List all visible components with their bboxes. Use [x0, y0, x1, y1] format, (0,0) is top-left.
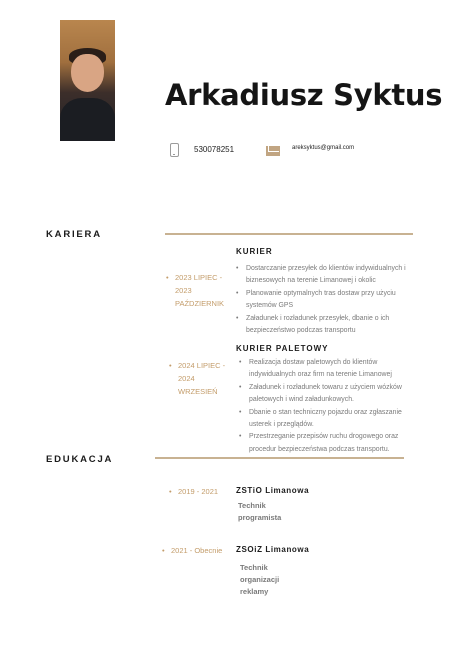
- envelope-icon: [266, 146, 280, 156]
- job-2-duties: [239, 357, 429, 456]
- edu-1-date: • 2019 - 2021: [178, 485, 218, 498]
- job-1-duties: [236, 263, 426, 337]
- career-divider: [165, 233, 413, 235]
- edu-1-school: ZSTiO Limanowa: [236, 486, 310, 495]
- list-item: • Dbanie o stan techniczny pojazdu oraz zgłaszanie usterek i przeglądów.: [239, 407, 429, 432]
- edu-1-degree: Technik programista: [238, 501, 282, 523]
- edu-2-date: • 2021 - Obecnie: [171, 544, 222, 557]
- list-item: • Planowanie optymalnych tras dostaw przy użyciu systemów GPS: [236, 288, 426, 313]
- profile-photo: [60, 20, 115, 141]
- list-item: • Realizacja dostaw paletowych do klientów indywidualnych oraz firm na terenie Limanowej: [239, 357, 429, 382]
- education-divider: [155, 457, 404, 459]
- list-item: • Dostarczanie przesyłek do klientów indywidualnych i biznesowych na terenie Limanowej i okolic: [236, 263, 426, 288]
- job-2-date: • 2024 LIPIEC - 2024 WRZESIEŃ: [178, 359, 225, 398]
- job-1-date: • 2023 LIPIEC - 2023 PAŹDZIERNIK: [175, 271, 224, 310]
- email-address: areksyktus@gmail.com: [292, 145, 355, 151]
- job-1-title: KURIER: [236, 247, 273, 256]
- list-item: • Załadunek i rozładunek przesyłek, dbanie o ich bezpieczeństwo podczas transportu: [236, 313, 426, 338]
- edu-2-degree: Technik organizacji reklamy: [240, 563, 280, 597]
- education-heading: EDUKACJA: [46, 454, 114, 465]
- edu-2-school: ZSOiZ Limanowa: [236, 545, 310, 554]
- phone-icon: [170, 143, 179, 157]
- list-item: • Załadunek i rozładunek towaru z użyciem wózków paletowych i wind załadunkowych.: [239, 382, 429, 407]
- phone-number: 530078251: [194, 145, 235, 154]
- photo-face: [71, 54, 104, 92]
- job-2-title: KURIER PALETOWY: [236, 344, 329, 353]
- full-name: Arkadiusz Syktus: [165, 78, 443, 112]
- career-heading: KARIERA: [46, 229, 102, 240]
- list-item: • Przestrzeganie przepisów ruchu drogowego oraz procedur bezpieczeństwa podczas transportu.: [239, 431, 429, 456]
- photo-body: [60, 98, 115, 141]
